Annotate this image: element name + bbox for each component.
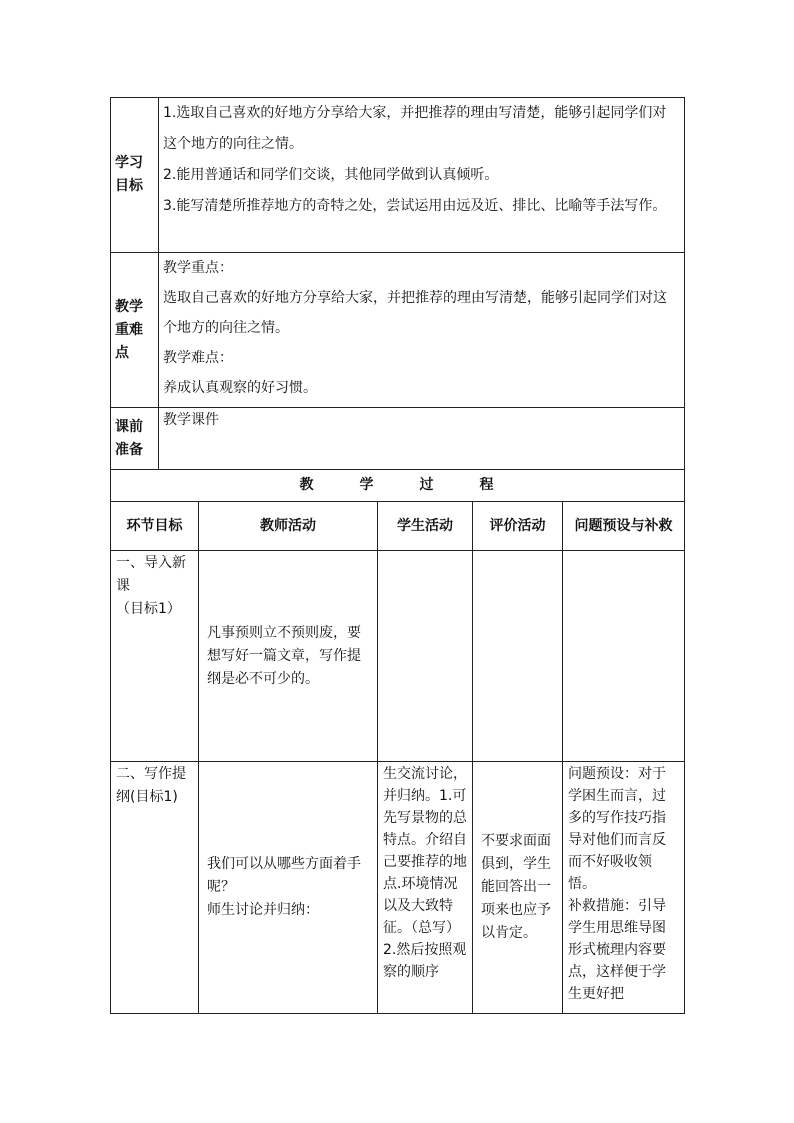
process-title-char: 教 (299, 477, 316, 493)
student-cell (378, 762, 473, 1014)
goals-content (159, 98, 685, 253)
evaluation-cell (473, 551, 563, 762)
difficulty-text: 养成认真观察的好习惯。 (163, 380, 317, 396)
difficulty-title: 教学难点： (163, 350, 233, 366)
issues-cell (563, 762, 685, 1014)
goal-item: 1.选取自己喜欢的好地方分享给大家，并把推荐的理由写清楚，能够引起同学们对这个地方的向往之情。 (163, 105, 667, 152)
key-points-label-line: 点 (115, 344, 129, 361)
process-row-intro (111, 551, 685, 762)
process-title-char: 过 (419, 477, 436, 493)
preparation-text: 教学课件 (163, 412, 219, 428)
teacher-cell (199, 762, 378, 1014)
teacher-text: 我们可以从哪些方面着手呢？ 师生讨论并归纳： (207, 856, 361, 918)
issues-cell (563, 551, 685, 762)
lesson-plan-table (110, 97, 685, 1014)
header-stage: 环节目标 (111, 502, 199, 551)
goals-label (111, 98, 159, 253)
evaluation-text: 不要求面面俱到，学生能回答出一项来也应予以肯定。 (481, 833, 551, 941)
key-points-label-line: 教学 (115, 298, 143, 315)
preparation-label-line: 课前 (115, 418, 143, 435)
goals-label-line: 学习 (115, 155, 143, 171)
goals-label-line: 目标 (115, 178, 143, 194)
goal-item: 3.能写清楚所推荐地方的奇特之处，尝试运用由远及近、排比、比喻等手法写作。 (163, 198, 667, 214)
stage-text: 二、写作提纲(目标1) (116, 766, 186, 805)
key-points-content (159, 253, 685, 408)
header-student: 学生活动 (378, 502, 473, 551)
focus-title: 教学重点： (163, 260, 233, 276)
goal-item: 2.能用普通话和同学们交谈，其他同学做到认真倾听。 (163, 167, 499, 183)
header-teacher: 教师活动 (199, 502, 378, 551)
stage-cell (111, 551, 199, 762)
preparation-row (111, 408, 685, 470)
process-title-row (111, 470, 685, 502)
preparation-content (159, 408, 685, 470)
process-title-char: 程 (479, 477, 496, 493)
process-title (111, 470, 685, 502)
key-points-row (111, 253, 685, 408)
stage-text: 一、导入新课 （目标1） (116, 555, 186, 617)
process-title-char: 学 (359, 477, 376, 493)
goals-row (111, 98, 685, 253)
evaluation-cell (473, 762, 563, 1014)
focus-text: 选取自己喜欢的好地方分享给大家，并把推荐的理由写清楚，能够引起同学们对这个地方的向往之情。 (163, 290, 667, 336)
preparation-label (111, 408, 159, 470)
key-points-label (111, 253, 159, 408)
stage-cell (111, 762, 199, 1014)
student-cell (378, 551, 473, 762)
header-evaluation: 评价活动 (473, 502, 563, 551)
issues-text: 问题预设：对于学困生而言，过多的写作技巧指导对他们而言反而不好吸收领悟。 补救措施：引导学生用思维导图形式梳理内容要点，这样便于学生更好把 (568, 766, 666, 1002)
process-header-row (111, 502, 685, 551)
process-row-outline (111, 762, 685, 1014)
preparation-label-line: 准备 (115, 441, 143, 458)
teacher-cell (199, 551, 378, 762)
student-text: 生交流讨论，并归纳。1.可先写景物的总特点。介绍自己要推荐的地点.环境情况以及大致特征。（总写） 2.然后按照观察的顺序 (383, 766, 467, 980)
teacher-text: 凡事预则立不预则废，要想写好一篇文章，写作提纲是必不可少的。 (207, 624, 361, 687)
header-issues: 问题预设与补救 (563, 502, 685, 551)
key-points-label-line: 重难 (115, 321, 143, 338)
